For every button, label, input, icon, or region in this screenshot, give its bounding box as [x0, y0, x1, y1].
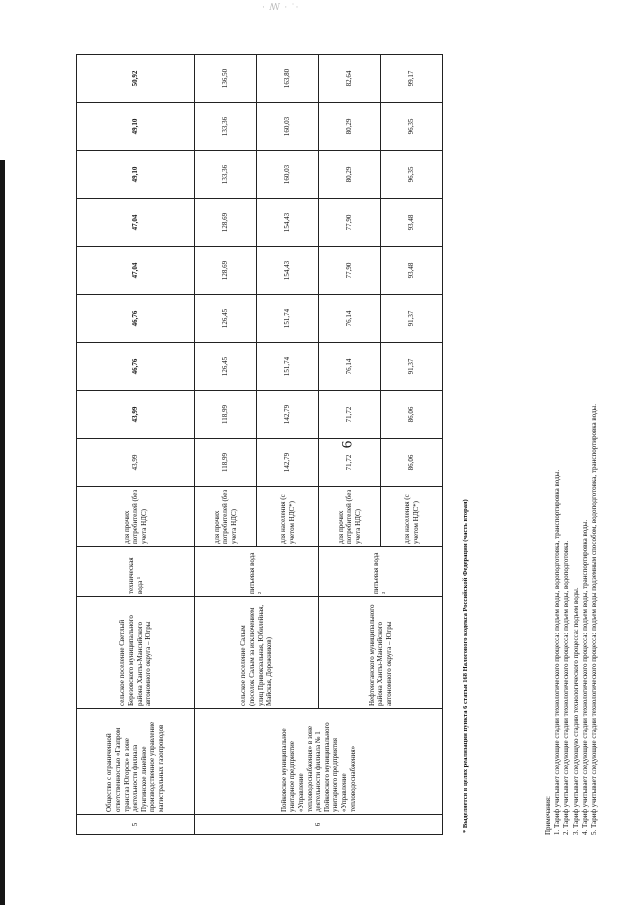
tariff-value-cell: 93,48	[381, 247, 443, 295]
tariff-value-cell: 118,99	[195, 391, 257, 439]
tariff-value-cell: 71,72	[319, 439, 381, 487]
tariff-value-cell: 80,29	[319, 103, 381, 151]
tariff-value-cell: 47,04	[77, 199, 195, 247]
tariff-value-cell: 128,69	[195, 247, 257, 295]
left-edge-bar	[0, 160, 5, 905]
water-type-cell: питьевая вода ²	[195, 547, 319, 597]
tariff-value-cell: 142,79	[257, 439, 319, 487]
tariff-value-cell: 82,64	[319, 55, 381, 103]
tariff-value-cell: 96,35	[381, 151, 443, 199]
tariff-value-cell: 154,43	[257, 199, 319, 247]
tariff-value-cell: 142,79	[257, 391, 319, 439]
tariff-table	[76, 54, 443, 835]
notes-list	[553, 404, 599, 835]
table-row	[77, 55, 195, 835]
page-number: 6	[339, 440, 356, 449]
tariff-value-cell: 46,76	[77, 295, 195, 343]
rotated-page-content	[76, 50, 640, 835]
tariff-value-cell: 163,80	[257, 55, 319, 103]
tariff-value-cell: 128,69	[195, 199, 257, 247]
tariff-value-cell: 77,90	[319, 247, 381, 295]
tariff-value-cell: 50,92	[77, 55, 195, 103]
tariff-value-cell: 151,74	[257, 343, 319, 391]
tariff-value-cell: 49,10	[77, 103, 195, 151]
consumer-cell: для населения (с учетом НДС*)	[381, 487, 443, 547]
organization-cell: Общество с ограниченной ответственностью «Газпром трансгаз Югорск» в зоне деятельности филиала Пунгинское линейное производственное управление магистральных газопроводов	[77, 709, 195, 815]
note-item: 1. Тариф учитывает следующие стадии технологического процесса: подъем воды, водоподготовка, транспортировка воды.	[553, 469, 562, 835]
tariff-value-cell: 91,37	[381, 343, 443, 391]
note-item: 5. Тариф учитывает следующие стадии технологического процесса: подъем воды подземным способом, водоподготовка, транспортировка воды.	[590, 404, 599, 835]
tariff-value-cell: 133,36	[195, 151, 257, 199]
consumer-cell: для прочих потребителей (без учета НДС)	[77, 487, 195, 547]
tariff-value-cell: 86,06	[381, 391, 443, 439]
tariff-value-cell: 160,03	[257, 151, 319, 199]
tariff-value-cell: 71,72	[319, 391, 381, 439]
row-number: 6	[195, 815, 443, 835]
tariff-value-cell: 49,10	[77, 151, 195, 199]
tariff-value-cell: 43,99	[77, 439, 195, 487]
tariff-value-cell: 154,43	[257, 247, 319, 295]
tariff-value-cell: 91,37	[381, 295, 443, 343]
table-row	[195, 55, 257, 835]
tariff-value-cell: 93,48	[381, 199, 443, 247]
notes-block	[544, 404, 599, 835]
notes-title: Примечания:	[544, 796, 552, 835]
tariff-value-cell: 76,14	[319, 295, 381, 343]
consumer-cell: для прочих потребителей (без учета НДС)	[319, 487, 381, 547]
consumer-cell: для населения (с учетом НДС*)	[257, 487, 319, 547]
consumer-cell: для прочих потребителей (без учета НДС)	[195, 487, 257, 547]
water-type-cell: питьевая вода ³	[319, 547, 443, 597]
tariff-value-cell: 126,45	[195, 295, 257, 343]
tariff-value-cell: 133,36	[195, 103, 257, 151]
tariff-value-cell: 160,03	[257, 103, 319, 151]
settlement-cell: сельское поселение Светлый Березовского муниципального района Ханты-Мансийского автономного округа – Югры	[77, 597, 195, 709]
tariff-value-cell: 47,04	[77, 247, 195, 295]
organization-cell: Пойковское муниципальное унитарное предприятие «Управление тепловодоснабжения» в зоне деятельности филиала № 1 Пойковского муниципального унитарного предприятия «Управление тепловодоснабжения»	[195, 709, 443, 815]
note-item: 2. Тариф учитывает следующие стадии технологического процесса: подъем воды, водоподготовка.	[562, 540, 571, 835]
tariff-value-cell: 151,74	[257, 295, 319, 343]
note-item: 4. Тариф учитывает следующие стадии технологического процесса: подъем воды, транспортировка воды.	[580, 519, 589, 835]
settlement-cell: сельское поселение Салым (поселок Салым за исключением улиц Привокзальная, Юбилейная, Майская, Дорожников)	[195, 597, 319, 709]
tariff-value-cell: 76,14	[319, 343, 381, 391]
footnote: * Выделяется в целях реализации пункта 6 статьи 168 Налогового кодекса Российской Федерации (часть вторая)	[462, 499, 469, 833]
scan-speck: · ꟿ · ˙·	[262, 2, 300, 12]
tariff-table-body	[77, 55, 443, 835]
settlement-cell: Нефтеюганского муниципального района Ханты-Мансийского автономного округа – Югры	[319, 597, 443, 709]
tariff-value-cell: 126,45	[195, 343, 257, 391]
tariff-value-cell: 46,76	[77, 343, 195, 391]
row-number: 5	[77, 815, 195, 835]
tariff-value-cell: 118,99	[195, 439, 257, 487]
tariff-value-cell: 80,29	[319, 151, 381, 199]
tariff-value-cell: 96,35	[381, 103, 443, 151]
tariff-value-cell: 77,90	[319, 199, 381, 247]
tariff-value-cell: 99,17	[381, 55, 443, 103]
note-item: 3. Тариф учитывает следующую стадию технологического процесса: подъем воды.	[571, 587, 580, 835]
tariff-value-cell: 86,06	[381, 439, 443, 487]
tariff-value-cell: 136,50	[195, 55, 257, 103]
water-type-cell: техническая вода ¹	[77, 547, 195, 597]
tariff-value-cell: 43,99	[77, 391, 195, 439]
